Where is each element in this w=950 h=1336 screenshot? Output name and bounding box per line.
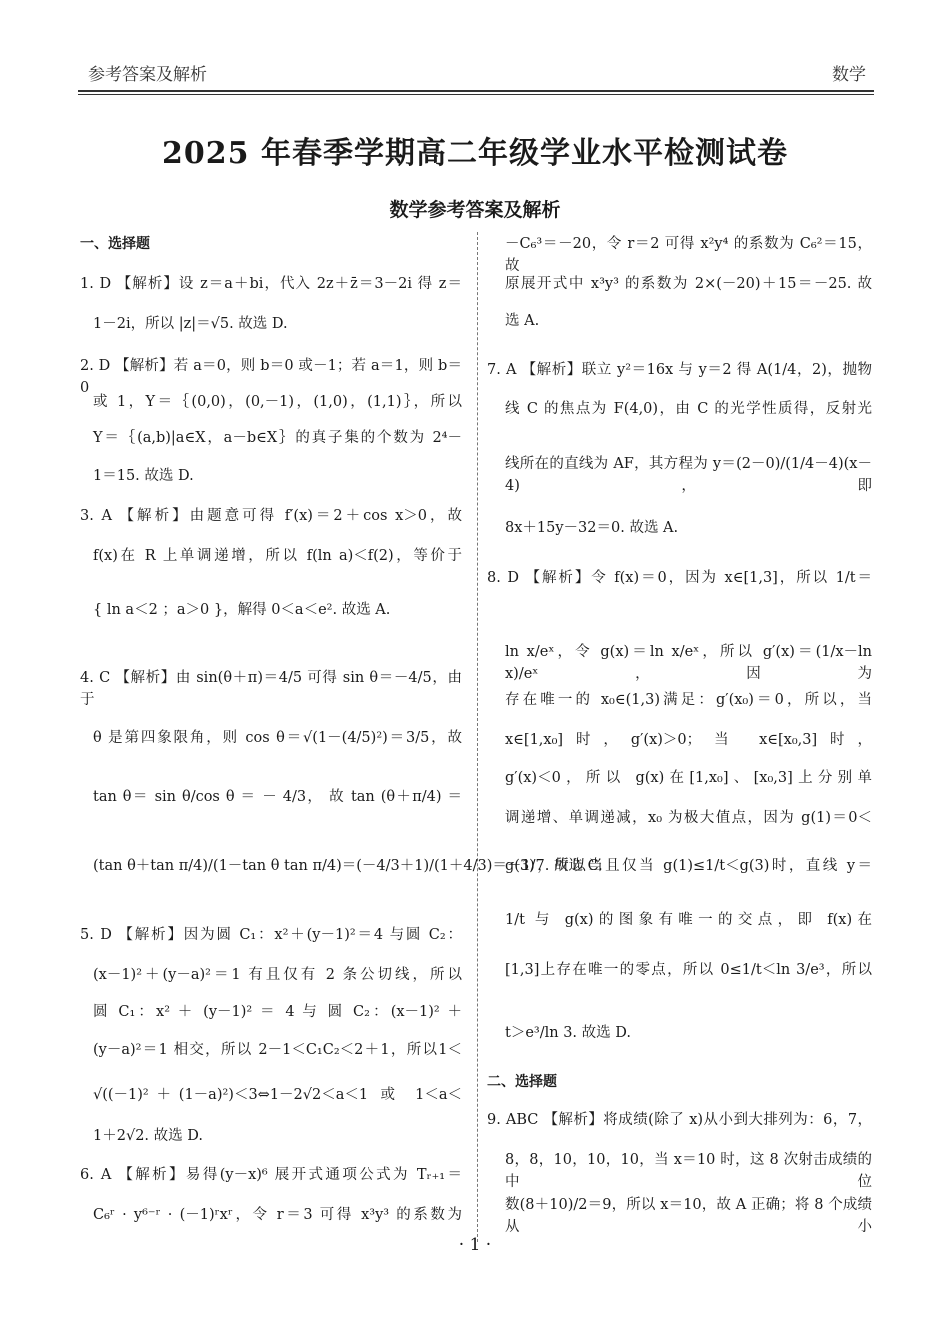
header-subject-label: 数学: [832, 65, 866, 85]
section-heading: 二、选择题: [487, 1074, 557, 1090]
section-heading: 一、选择题: [80, 236, 150, 252]
answer-item-line: 9. ABC 【解析】将成绩(除了 x)从小到大排列为：6，7，: [487, 1112, 872, 1128]
answer-text-line: (y－a)²＝1 相交，所以 2－1＜C₁C₂＜2＋1，所以1＜: [93, 1042, 462, 1058]
column-divider: [477, 232, 478, 1242]
answer-text-line: (tan θ＋tan π/4)/(1－tan θ tan π/4)＝(－4/3＋1)/(1＋4/3)＝－1/7. 故选 C.: [93, 858, 603, 874]
answer-text-line: 8，8，10，10，10，当 x＝10 时，这 8 次射击成绩的中位: [505, 1152, 872, 1190]
answer-text-line: 线 C 的焦点为 F(4,0)，由 C 的光学性质得，反射光: [505, 401, 872, 417]
answer-text-line: 数(8＋10)/2＝9，所以 x＝10，故 A 正确；将 8 个成绩从小: [505, 1197, 872, 1235]
answer-text-line: 1－2i，所以 |z|＝√5. 故选 D.: [93, 316, 288, 332]
answer-text-line: 或 1，Y＝｛(0,0)，(0,－1)，(1,0)，(1,1)｝，所以: [93, 394, 462, 410]
page-number: · 1 ·: [458, 1235, 492, 1255]
answer-text-line: ln x/eˣ，令 g(x)＝ln x/eˣ，所以 g′(x)＝(1/x－ln x)/eˣ，因为: [505, 644, 872, 682]
answer-item-line: 1. D 【解析】设 z＝a＋bi，代入 2z＋z̄＝3－2i 得 z＝: [80, 276, 462, 292]
answer-text-line: 1＋2√2. 故选 D.: [93, 1128, 203, 1144]
answer-text-line: tan θ＝ sin θ/cos θ ＝ － 4/3， 故 tan (θ＋π/4) ＝: [93, 789, 462, 805]
answer-text-line: √((－1)²＋(1－a)²)＜3⇔1－2√2＜a＜1 或 1＜a＜: [93, 1087, 462, 1103]
answer-text-line: g′(x)＜0，所以 g(x)在[1,x₀]、[x₀,3]上分别单: [505, 770, 872, 786]
answer-text-line: x∈[1,x₀]时，g′(x)＞0；当 x∈[x₀,3]时，: [505, 732, 872, 748]
answer-text-line: 圆 C₁：x² ＋ (y－1)² ＝ 4 与 圆 C₂：(x－1)² ＋: [93, 1004, 462, 1020]
answer-text-line: 选 A.: [505, 313, 540, 329]
page-title: 2025 年春季学期高二年级学业水平检测试卷: [162, 136, 788, 171]
answer-text-line: f(x)在 R 上单调递增，所以 f(ln a)＜f(2)，等价于: [93, 548, 462, 564]
answer-text-line: θ 是第四象限角，则 cos θ＝√(1－(4/5)²)＝3/5，故: [93, 730, 462, 746]
header-rule-thin: [78, 94, 874, 95]
answer-text-line: g(3)，所以当且仅当 g(1)≤1/t＜g(3)时，直线 y＝: [505, 858, 872, 874]
answer-text-line: Y＝｛(a,b)|a∈X，a－b∈X｝的真子集的个数为 2⁴－: [93, 430, 462, 446]
answer-text-line: 调递增、单调递减，x₀ 为极大值点，因为 g(1)＝0＜: [505, 810, 872, 826]
answer-text-line: 存在唯一的 x₀∈(1,3)满足：g′(x₀)＝0，所以，当: [505, 692, 872, 708]
header-left-label: 参考答案及解析: [88, 65, 207, 85]
answer-text-line: [1,3]上存在唯一的零点，所以 0≤1/t＜ln 3/e³，所以: [505, 962, 872, 978]
header-rule: [78, 90, 874, 92]
answer-text-line: 原展开式中 x³y³ 的系数为 2×(－20)＋15＝－25. 故: [505, 276, 872, 292]
answer-item-line: 5. D 【解析】因为圆 C₁：x²＋(y－1)²＝4 与圆 C₂：: [80, 927, 462, 943]
answer-text-line: { ln a＜2 ；a＞0 }，解得 0＜a＜e². 故选 A.: [93, 602, 391, 618]
answer-item-line: 3. A 【解析】由题意可得 f′(x)＝2＋cos x＞0，故: [80, 508, 462, 524]
answer-item-line: 2. D 【解析】若 a＝0，则 b＝0 或－1；若 a＝1，则 b＝0: [80, 358, 462, 396]
answer-item-line: 7. A 【解析】联立 y²＝16x 与 y＝2 得 A(1/4，2)，抛物: [487, 362, 872, 378]
answer-text-line: C₆ʳ · y⁶⁻ʳ · (－1)ʳxʳ，令 r＝3 可得 x³y³ 的系数为: [93, 1207, 462, 1223]
answer-text-line: 8x＋15y－32＝0. 故选 A.: [505, 520, 679, 536]
answer-text-line: (x－1)²＋(y－a)²＝1 有且仅有 2 条公切线，所以: [93, 967, 462, 983]
answer-item-line: 6. A 【解析】易得(y－x)⁶ 展开式通项公式为 Tᵣ₊₁＝: [80, 1167, 462, 1183]
answer-text-line: －C₆³＝－20，令 r＝2 可得 x²y⁴ 的系数为 C₆²＝15，故: [505, 236, 872, 274]
answer-item-line: 8. D 【解析】令 f(x)＝0，因为 x∈[1,3]，所以 1/t＝: [487, 570, 872, 586]
answer-item-line: 4. C 【解析】由 sin(θ＋π)＝4/5 可得 sin θ＝－4/5，由于: [80, 670, 462, 708]
page-subtitle: 数学参考答案及解析: [389, 199, 561, 221]
answer-text-line: 线所在的直线为 AF，其方程为 y＝(2－0)/(1/4－4)(x－4)，即: [505, 456, 872, 494]
answer-text-line: 1＝15. 故选 D.: [93, 468, 194, 484]
answer-text-line: t＞e³/ln 3. 故选 D.: [505, 1025, 631, 1041]
answer-text-line: 1/t 与 g(x)的图象有唯一的交点，即 f(x)在: [505, 912, 872, 928]
